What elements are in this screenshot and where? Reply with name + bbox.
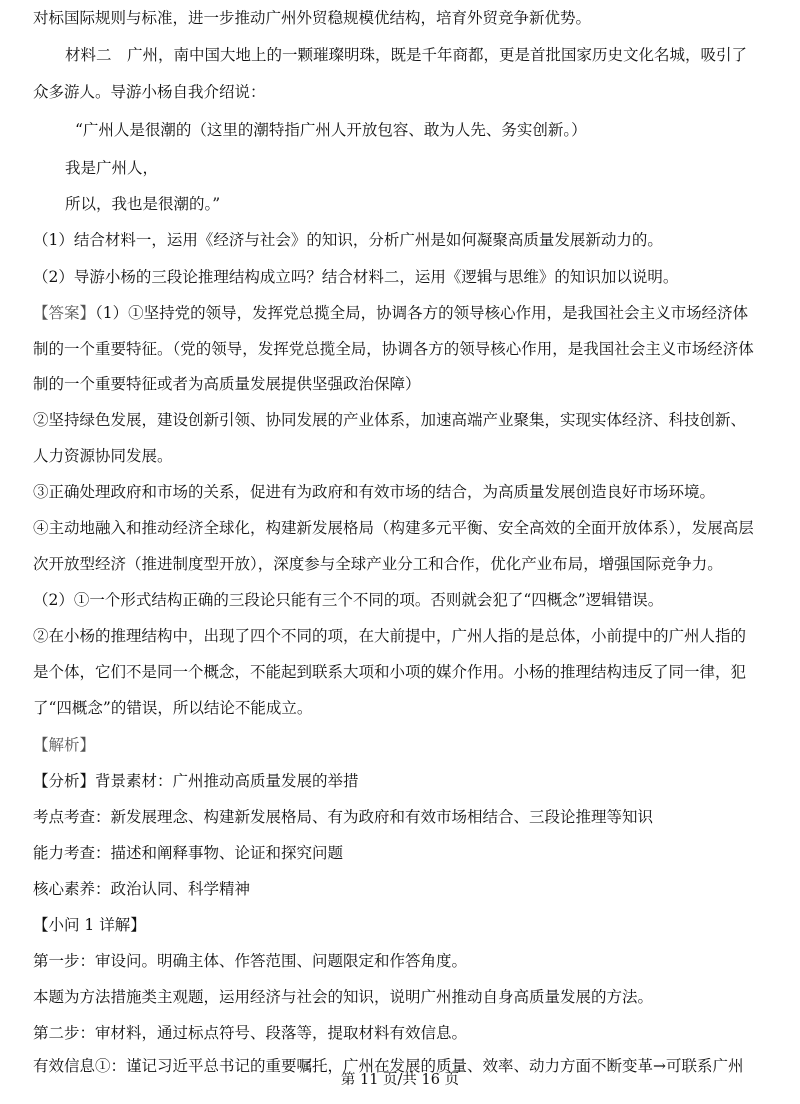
text-line: ②在小杨的推理结构中，出现了四个不同的项，在大前提中，广州人指的是总体，小前提中的广州人指的 — [33, 627, 747, 645]
text-line: ②坚持绿色发展，建设创新引领、协同发展的产业体系，加速高端产业聚集，实现实体经济、科技创新、 — [33, 411, 747, 429]
text-line: 考点考查：新发展理念、构建新发展格局、有为政府和有效市场相结合、三段论推理等知识 — [33, 808, 654, 826]
text-line: ④主动地融入和推动经济全球化，构建新发展格局（构建多元平衡、安全高效的全面开放体系），发展高层 — [33, 519, 754, 537]
answer-tag: 【答案】 — [33, 304, 96, 322]
quote-line: 我是广州人， — [65, 159, 159, 177]
material-two-heading: 材料二 广州，南中国大地上的一颗璀璨明珠，既是千年商都，更是首批国家历史文化名城，吸引了 — [65, 46, 748, 64]
analysis-heading: 【解析】 — [33, 736, 96, 754]
text-line: 核心素养：政治认同、科学精神 — [33, 880, 251, 898]
question-1: （1）结合材料一，运用《经济与社会》的知识，分析广州是如何凝聚高质量发展新动力的。 — [33, 231, 663, 249]
text-line: 对标国际规则与标准，进一步推动广州外贸稳规模优结构，培育外贸竞争新优势。 — [33, 9, 592, 27]
text-line: ③正确处理政府和市场的关系，促进有为政府和有效市场的结合，为高质量发展创造良好市场环境。 — [33, 483, 716, 501]
subquestion-heading: 【小问 1 详解】 — [33, 916, 146, 934]
text-line: （2）①一个形式结构正确的三段论只能有三个不同的项。否则就会犯了“四概念”逻辑错误。 — [33, 591, 664, 609]
text-line: 有效信息①：谨记习近平总书记的重要嘱托，广州在发展的质量、效率、动力方面不断变革→可联系广州 — [33, 1057, 744, 1075]
text-line: 制的一个重要特征或者为高质量发展提供坚强政治保障） — [33, 375, 421, 393]
text-line: 能力考查：描述和阐释事物、论证和探究问题 — [33, 844, 344, 862]
question-2: （2）导游小杨的三段论推理结构成立吗？结合材料二，运用《逻辑与思维》的知识加以说明。 — [33, 268, 679, 286]
page-footer: 第 11 页/共 16 页 — [340, 1072, 460, 1088]
quote-line: 所以，我也是很潮的。” — [65, 195, 221, 213]
text-line: 制的一个重要特征。（党的领导，发挥党总揽全局，协调各方的领导核心作用，是我国社会主义市场经济体 — [33, 340, 754, 358]
text-line: 众多游人。导游小杨自我介绍说： — [33, 83, 266, 101]
text-line: 是个体，它们不是同一个概念，不能起到联系大项和小项的媒介作用。小杨的推理结构违反了同一律，犯 — [33, 663, 747, 681]
quote-line: “广州人是很潮的（这里的潮特指广州人开放包容、敢为人先、务实创新。） — [75, 121, 587, 139]
text-line: 本题为方法措施类主观题，运用经济与社会的知识，说明广州推动自身高质量发展的方法。 — [33, 988, 654, 1006]
text-line: 人力资源协同发展。 — [33, 447, 173, 465]
text-line: 第一步：审设问。明确主体、作答范围、问题限定和作答角度。 — [33, 952, 468, 970]
answer-line: 【答案】（1）①坚持党的领导，发挥党总揽全局，协调各方的领导核心作用，是我国社会主义市场经济体 — [33, 304, 749, 322]
text-line: 【分析】背景素材：广州推动高质量发展的举措 — [33, 772, 359, 790]
text-line: 次开放型经济（推进制度型开放），深度参与全球产业分工和合作，优化产业布局，增强国际竞争力。 — [33, 555, 723, 573]
text-line: 第二步：审材料，通过标点符号、段落等，提取材料有效信息。 — [33, 1024, 468, 1042]
text-line: 了“四概念”的错误，所以结论不能成立。 — [33, 699, 313, 717]
